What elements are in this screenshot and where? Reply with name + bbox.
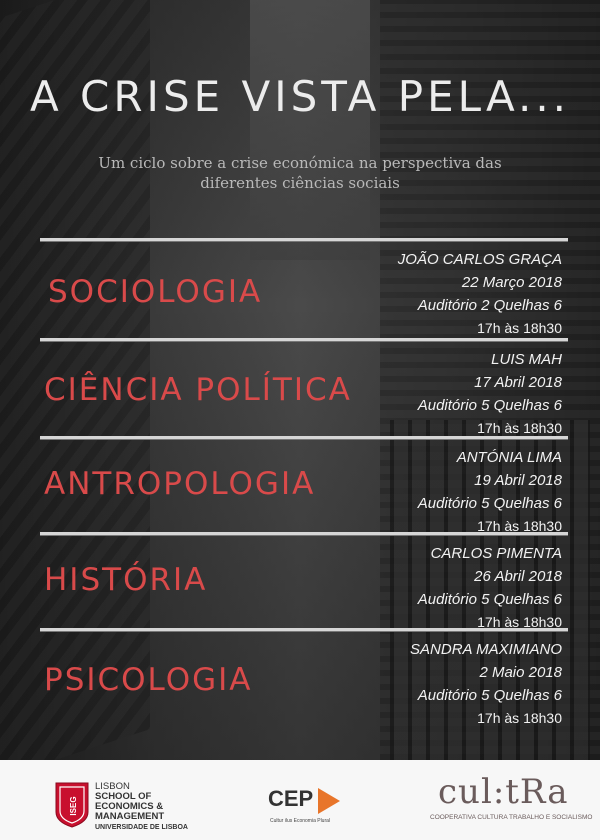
- session-sociologia: [40, 242, 568, 338]
- session-details: [418, 542, 562, 634]
- session-venue: Auditório 5 Quelhas 6: [417, 687, 562, 704]
- session-date: 2 Maio 2018: [479, 664, 562, 681]
- cultra-logo: [430, 772, 593, 838]
- discipline-title: SOCIOLOGIA: [48, 274, 263, 310]
- cep-caption: Cultur ilus Economia Plural: [270, 818, 331, 824]
- session-ciencia-politica: [40, 342, 568, 438]
- session-time: 17h às 18h30: [477, 420, 562, 436]
- session-details: [418, 446, 562, 538]
- arrow-right-icon: [318, 788, 340, 814]
- speaker-name: ANTÓNIA LIMA: [456, 449, 562, 466]
- session-antropologia: [40, 440, 568, 536]
- divider-1: [40, 238, 568, 241]
- session-details: [398, 248, 562, 340]
- discipline-title: PSICOLOGIA: [44, 662, 253, 698]
- page-subtitle: Um ciclo sobre a crise económica na perspectiva das diferentes ciências sociais: [98, 154, 502, 192]
- session-date: 22 Março 2018: [461, 274, 562, 291]
- iseg-shield-icon: [55, 782, 89, 828]
- cultra-caption: COOPERATIVA CULTURA TRABALHO E SOCIALISMO: [430, 814, 593, 821]
- speaker-name: CARLOS PIMENTA: [430, 545, 562, 562]
- iseg-mark: ISEG: [69, 796, 78, 816]
- discipline-title: CIÊNCIA POLÍTICA: [44, 372, 352, 408]
- iseg-logo: [55, 782, 235, 832]
- session-venue: Auditório 5 Quelhas 6: [417, 397, 562, 414]
- session-time: 17h às 18h30: [477, 320, 562, 336]
- session-date: 26 Abril 2018: [474, 568, 562, 585]
- session-date: 17 Abril 2018: [474, 374, 562, 391]
- building-center: [250, 0, 370, 260]
- footer-logos: [0, 760, 600, 840]
- speaker-name: JOÃO CARLOS GRAÇA: [397, 251, 562, 268]
- session-date: 19 Abril 2018: [474, 472, 562, 489]
- session-time: 17h às 18h30: [477, 518, 562, 534]
- session-time: 17h às 18h30: [477, 710, 562, 726]
- discipline-title: ANTROPOLOGIA: [44, 466, 316, 502]
- session-time: 17h às 18h30: [477, 614, 562, 630]
- cep-logo: [268, 786, 348, 836]
- session-venue: Auditório 2 Quelhas 6: [417, 297, 562, 314]
- discipline-title: HISTÓRIA: [44, 562, 208, 598]
- session-venue: Auditório 5 Quelhas 6: [417, 591, 562, 608]
- session-details: [418, 348, 562, 440]
- session-venue: Auditório 5 Quelhas 6: [417, 495, 562, 512]
- session-psicologia: [40, 632, 568, 728]
- iseg-wordmark: LISBON SCHOOL OF ECONOMICS & MANAGEMENT UNIVERSIDADE DE LISBOA: [95, 781, 188, 831]
- session-historia: [40, 536, 568, 632]
- speaker-name: SANDRA MAXIMIANO: [410, 641, 562, 658]
- session-details: [410, 638, 562, 730]
- cep-wordmark: CEP: [268, 786, 314, 811]
- cultra-wordmark: cul:tRa: [438, 772, 569, 812]
- speaker-name: LUIS MAH: [491, 351, 562, 368]
- page-title: A CRISE VISTA PELA...: [29, 72, 571, 121]
